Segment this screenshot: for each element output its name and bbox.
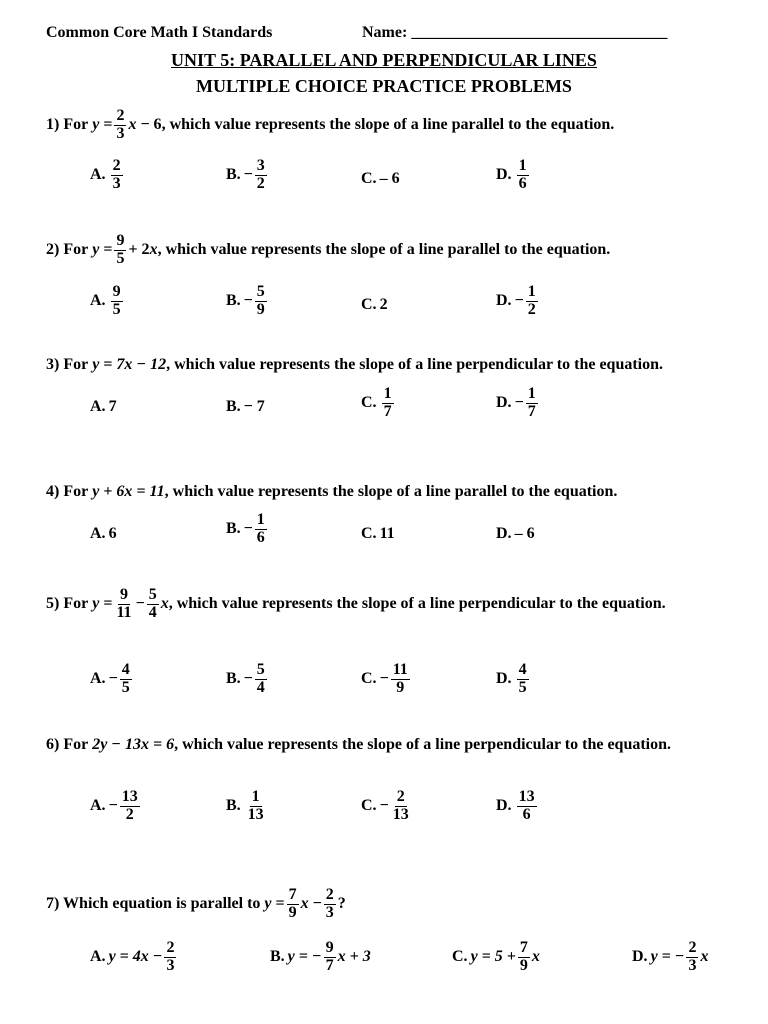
- eq-x: x: [300, 895, 309, 913]
- choice-4c[interactable]: C. 11: [361, 525, 395, 542]
- choice-7a[interactable]: A. y = 4x − $\frac{2}{3}$: [90, 939, 175, 974]
- eq-fraction: $\frac{2}{3}$: [116, 107, 125, 142]
- eq-fraction-1: $\frac{9}{11}$: [116, 586, 132, 621]
- eq-equals: =: [103, 116, 113, 134]
- eq-equals: =: [275, 895, 285, 913]
- choice-5a[interactable]: A. − $\frac{4}{5}$: [90, 661, 130, 696]
- eq-y: y: [92, 116, 100, 134]
- question-suffix: , which value represents the slope of a line parallel to the equation.: [157, 241, 611, 259]
- choice-6a[interactable]: A. − $\frac{13}{2}$: [90, 788, 138, 823]
- question-prefix: 3) For: [46, 356, 89, 373]
- question-prefix: 7) Which equation is parallel to: [46, 895, 261, 913]
- eq-operator: −: [135, 595, 145, 613]
- course-title: Common Core Math I Standards: [46, 24, 273, 41]
- question-prefix: 2) For: [46, 241, 89, 259]
- eq-fraction: $\frac{9}{5}$: [116, 232, 125, 267]
- choice-7c[interactable]: C. y = 5 + $\frac{7}{9}$ x: [452, 939, 540, 974]
- question-prefix: 1) For: [46, 116, 89, 134]
- eq-x: x: [149, 241, 158, 259]
- choice-4a[interactable]: A. 6: [90, 525, 117, 542]
- question-suffix: ?: [337, 895, 346, 913]
- choice-1a[interactable]: A. $\frac{2}{3}$: [90, 157, 121, 192]
- choice-3b[interactable]: B. − 7: [226, 398, 265, 415]
- choice-3a[interactable]: A. 7: [90, 398, 117, 415]
- choice-5c[interactable]: C. − $\frac{11}{9}$: [361, 661, 408, 696]
- choice-4b[interactable]: B. − $\frac{1}{6}$: [226, 511, 265, 546]
- question-suffix: , which value represents the slope of a line parallel to the equation.: [164, 483, 618, 500]
- choice-2a[interactable]: A. $\frac{9}{5}$: [90, 283, 121, 318]
- choice-1c[interactable]: C. – 6: [361, 170, 400, 187]
- eq-rest: + 2: [128, 241, 150, 259]
- question-suffix: , which value represents the slope of a line perpendicular to the equation.: [168, 595, 666, 613]
- eq-x: x: [128, 116, 137, 134]
- question-suffix: , which value represents the slope of a line parallel to the equation.: [161, 116, 615, 134]
- equation: y = 7x − 12: [92, 356, 167, 373]
- question-3: [46, 356, 663, 374]
- equation: 2y − 13x = 6: [92, 736, 175, 753]
- choice-2c[interactable]: C. 2: [361, 296, 388, 313]
- question-5: [46, 587, 666, 622]
- subtitle: MULTIPLE CHOICE PRACTICE PROBLEMS: [196, 76, 572, 96]
- choice-7b[interactable]: B. y = − $\frac{9}{7}$ x + 3: [270, 939, 371, 974]
- eq-fraction-2: $\frac{2}{3}$: [325, 886, 334, 921]
- choice-3d[interactable]: D. − $\frac{1}{7}$: [496, 385, 536, 420]
- question-prefix: 4) For: [46, 483, 89, 500]
- eq-rest: − 6: [140, 116, 162, 134]
- eq-equals: =: [103, 595, 113, 613]
- equation: y + 6x = 11: [92, 483, 165, 500]
- name-field[interactable]: Name: ________________________________: [362, 24, 668, 41]
- question-7: [46, 887, 346, 922]
- question-suffix: , which value represents the slope of a line perpendicular to the equation.: [166, 356, 664, 373]
- question-prefix: 5) For: [46, 595, 89, 613]
- choice-4d[interactable]: D. – 6: [496, 525, 535, 542]
- question-suffix: , which value represents the slope of a line perpendicular to the equation.: [174, 736, 672, 753]
- eq-x: x: [160, 595, 169, 613]
- choice-6b[interactable]: B. $\frac{1}{13}$: [226, 788, 264, 823]
- choice-6c[interactable]: C. − $\frac{2}{13}$: [361, 788, 409, 823]
- choice-3c[interactable]: C. $\frac{1}{7}$: [361, 385, 392, 420]
- eq-y: y: [264, 895, 272, 913]
- eq-equals: =: [103, 241, 113, 259]
- eq-fraction-2: $\frac{5}{4}$: [148, 586, 157, 621]
- question-2: [46, 233, 610, 268]
- question-prefix: 6) For: [46, 736, 89, 753]
- question-6: [46, 736, 671, 754]
- choice-6d[interactable]: D. $\frac{13}{6}$: [496, 788, 535, 823]
- eq-y: y: [92, 595, 100, 613]
- eq-fraction-1: $\frac{7}{9}$: [288, 886, 297, 921]
- eq-operator: −: [312, 895, 322, 913]
- choice-2b[interactable]: B. − $\frac{5}{9}$: [226, 283, 265, 318]
- choice-5b[interactable]: B. − $\frac{5}{4}$: [226, 661, 265, 696]
- choice-1d[interactable]: D. $\frac{1}{6}$: [496, 157, 527, 192]
- choice-5d[interactable]: D. $\frac{4}{5}$: [496, 661, 527, 696]
- question-1: [46, 108, 614, 143]
- eq-y: y: [92, 241, 100, 259]
- unit-title: UNIT 5: PARALLEL AND PERPENDICULAR LINES: [171, 50, 597, 70]
- choice-1b[interactable]: B. − $\frac{3}{2}$: [226, 157, 265, 192]
- choice-7d[interactable]: D. y = − $\frac{2}{3}$ x: [632, 939, 709, 974]
- choice-2d[interactable]: D. − $\frac{1}{2}$: [496, 283, 536, 318]
- question-4: [46, 483, 617, 501]
